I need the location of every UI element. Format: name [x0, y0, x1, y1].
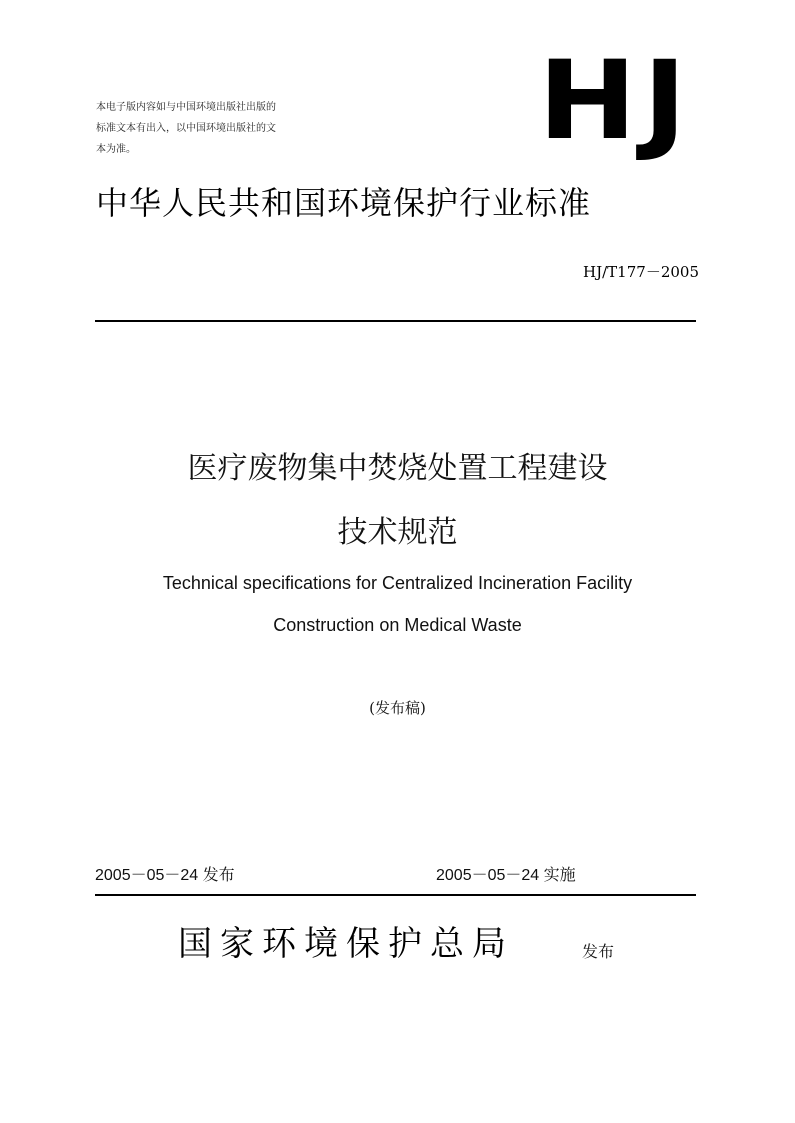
disclaimer-line-3: 本为准。 [96, 144, 136, 155]
top-divider [95, 320, 696, 322]
standard-code: HJ/T177－2005 [583, 263, 699, 281]
document-title-en-line-1: Technical specifications for Centralized Incineration Facility [162, 573, 633, 593]
standard-category-title: 中华人民共和国环境保护行业标准 [96, 184, 592, 222]
document-title-cn-line-2: 技术规范 [337, 515, 458, 550]
release-date: 2005－05－24 发布 [95, 867, 235, 884]
implementation-date: 2005－05－24 实施 [436, 867, 576, 884]
hj-logo: HJ [538, 36, 693, 164]
document-title-cn-line-1: 医疗废物集中焚烧处置工程建设 [187, 451, 608, 486]
disclaimer-line-1: 本电子版内容如与中国环境出版社出版的 [96, 102, 276, 113]
disclaimer-note [96, 97, 366, 160]
disclaimer-line-2: 标准文本有出入，以中国环境出版社的文 [96, 123, 276, 134]
bottom-divider [95, 894, 696, 896]
document-title-en-line-2: Construction on Medical Waste [273, 615, 522, 635]
issuing-authority-suffix: 发布 [582, 942, 615, 961]
draft-status-note: (发布稿) [369, 699, 426, 717]
issuing-authority: 国家环境保护总局 [178, 924, 514, 964]
